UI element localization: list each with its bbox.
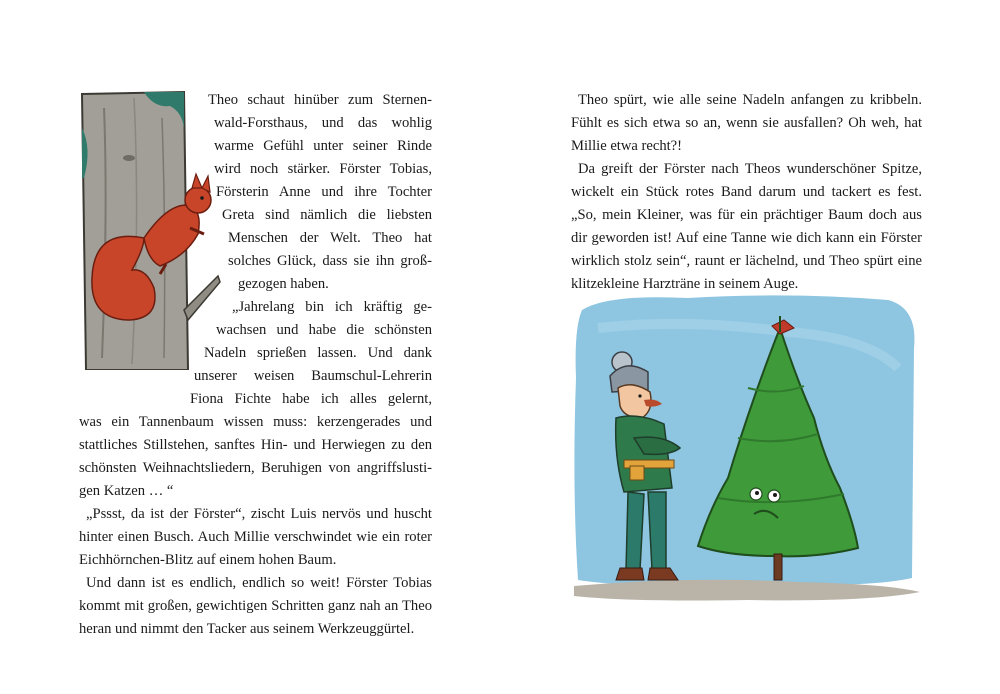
text-line: gezogen haben. (238, 276, 329, 292)
text-line: Fühlt es sich etwa so an, wenn sie ausfallen? Oh weh, hat (571, 115, 922, 131)
text-line: was ein Tannenbaum wissen muss: kerzengerades und (79, 414, 432, 430)
text-line: Theo schaut hinüber zum Sternen- (208, 92, 432, 108)
text-line: wachsen und habe die schönsten (216, 322, 432, 338)
text-line: hinter einen Busch. Auch Millie verschwindet wie ein roter (79, 529, 432, 545)
text-line: klitzekleine Harzträne in seinem Auge. (571, 276, 799, 292)
text-line: kommt mit großen, gewichtigen Schritten ganz nah an Theo (79, 598, 432, 614)
text-line: heran und nimmt den Tacker aus seinem Werkzeuggürtel. (79, 621, 415, 637)
text-line: wald-Forsthaus, und das wohlig (214, 115, 432, 131)
text-line: solches Glück, dass sie ihn groß- (228, 253, 432, 269)
squirrel-on-trunk-illustration (74, 88, 222, 370)
text-line: Fiona Fichte habe ich alles gelernt, (190, 391, 432, 407)
text-line: wird noch stärker. Förster Tobias, (214, 161, 432, 177)
text-line: Menschen der Welt. Theo hat (228, 230, 432, 246)
text-line: stattliches Stillstehen, sanftes Hin- und Herwiegen zu den (79, 437, 432, 453)
text-line: schönsten Weihnachtsliedern, Beruhigen von angriffslusti- (79, 460, 432, 476)
text-line: wirklich stolz sein“, raunt er lächelnd, und Theo spürt eine (571, 253, 922, 269)
text-line: gen Katzen … “ (79, 483, 174, 499)
text-line: warme Gefühl unter seiner Rinde (214, 138, 432, 154)
text-line: Försterin Anne und ihre Tochter (216, 184, 432, 200)
text-line: Greta sind nämlich die liebsten (222, 207, 432, 223)
text-line: Und dann ist es endlich, endlich so weit! Förster Tobias (86, 575, 432, 591)
text-line: „Pssst, da ist der Förster“, zischt Luis nervös und huscht (86, 506, 432, 522)
text-line: wickelt ein Stück rotes Band darum und tackert es fest. (571, 184, 922, 200)
text-line: Nadeln sprießen lassen. Und dank (204, 345, 432, 361)
text-line: Da greift der Förster nach Theos wunderschöner Spitze, (578, 161, 922, 177)
forester-and-tree-illustration (568, 288, 924, 613)
text-line: unserer weisen Baumschul-Lehrerin (194, 368, 432, 384)
text-line: Millie etwa recht?! (571, 138, 683, 154)
text-line: dir geworden ist! Auf eine Tanne wie dich kann ein Förster (571, 230, 922, 246)
text-line: Eichhörnchen-Blitz auf einem hohen Baum. (79, 552, 337, 568)
text-line: „Jahrelang bin ich kräftig ge- (232, 299, 432, 315)
text-line: „So, mein Kleiner, was für ein prächtiger Baum doch aus (571, 207, 922, 223)
text-line: Theo spürt, wie alle seine Nadeln anfangen zu kribbeln. (578, 92, 922, 108)
